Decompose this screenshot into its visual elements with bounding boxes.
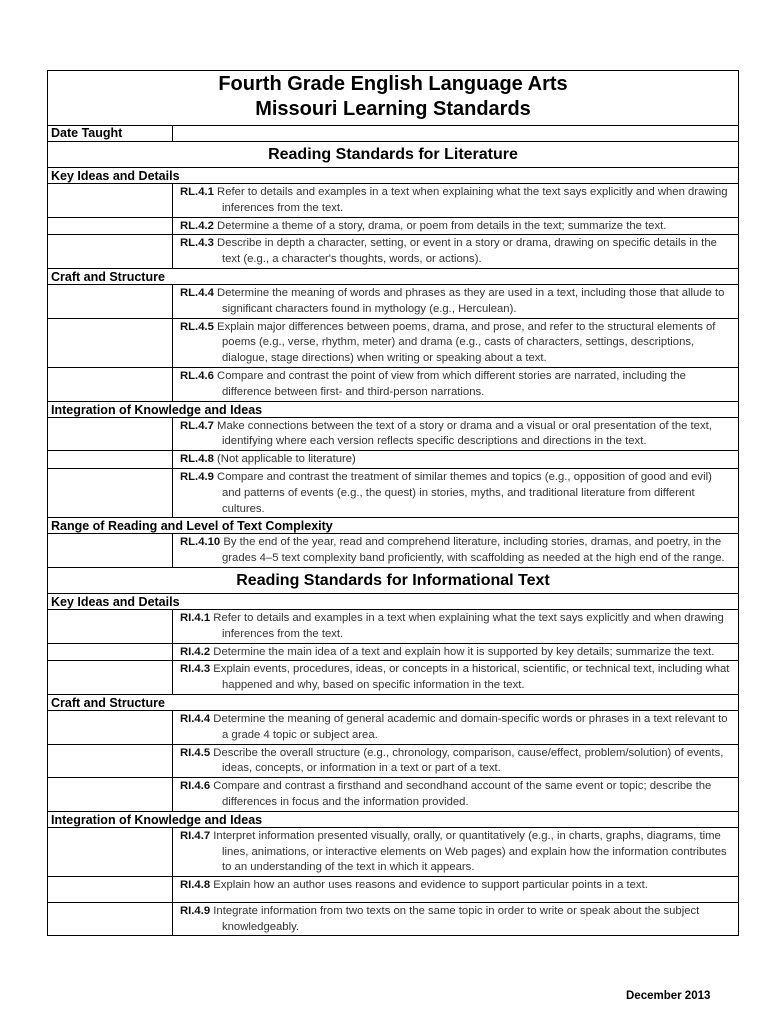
standard-code: RI.4.6 [180, 780, 211, 793]
standard-cell [173, 217, 739, 235]
standard-code: RL.4.4 [180, 286, 214, 299]
standard-row [48, 235, 739, 269]
standard-row [48, 318, 739, 367]
date-taught-cell[interactable] [48, 468, 173, 517]
standard-row [48, 417, 739, 451]
date-taught-cell[interactable] [48, 827, 173, 876]
standard-description: By the end of the year, read and comprehend literature, including stories, dramas, and poetry, in the grades 4–5 text complexity band proficiently, with scaffolding as needed at the high end of the range. [222, 536, 725, 565]
standard-code: RI.4.1 [180, 611, 211, 624]
standard-cell [173, 643, 739, 661]
date-taught-cell[interactable] [48, 534, 173, 568]
standard-cell [173, 367, 739, 401]
standard-row [48, 827, 739, 876]
standard-row [48, 778, 739, 812]
category-row [48, 168, 739, 184]
standard-description: Explain events, procedures, ideas, or concepts in a historical, scientific, or technical text, including what happened and why, based on specific information in the text. [213, 663, 730, 692]
standards-table [47, 70, 739, 936]
date-taught-value[interactable] [173, 126, 739, 142]
standard-text-block [180, 645, 732, 661]
standard-description: Refer to details and examples in a text when explaining what the text says explicitly and when drawing inferences from the text. [213, 611, 724, 640]
standard-text-block [180, 611, 732, 643]
standard-row [48, 744, 739, 778]
standard-text-block [180, 219, 732, 235]
standard-cell [173, 184, 739, 218]
standard-cell [173, 609, 739, 643]
standard-cell [173, 235, 739, 269]
standard-code: RL.4.6 [180, 369, 214, 382]
date-taught-cell[interactable] [48, 778, 173, 812]
date-taught-cell[interactable] [48, 643, 173, 661]
standard-text-block [180, 712, 732, 744]
standard-text-block [180, 746, 732, 778]
date-taught-cell[interactable] [48, 235, 173, 269]
date-taught-cell[interactable] [48, 877, 173, 903]
standard-text-block [180, 419, 732, 451]
standard-row [48, 468, 739, 517]
standard-cell [173, 468, 739, 517]
standard-description: Compare and contrast the point of view from which different stories are narrated, including the difference between first- and third-person narrations. [217, 369, 686, 398]
standard-row [48, 877, 739, 903]
standard-cell [173, 318, 739, 367]
standard-description: Make connections between the text of a story or drama and a visual or oral presentation of the text, identifying where each version reflects specific descriptions and directions in the text. [217, 419, 712, 448]
standard-row [48, 661, 739, 695]
date-taught-row [48, 126, 739, 142]
standard-row [48, 534, 739, 568]
standard-cell [173, 661, 739, 695]
section-row [48, 567, 739, 593]
standard-description: Integrate information from two texts on the same topic in order to write or speak about the subject knowledgeably. [213, 904, 700, 933]
standard-cell [173, 451, 739, 469]
standard-code: RI.4.3 [180, 663, 211, 676]
standard-text-block [180, 286, 732, 318]
section-heading: Reading Standards for Literature [48, 142, 739, 168]
standard-row [48, 284, 739, 318]
category-heading: Craft and Structure [48, 694, 739, 710]
category-heading: Range of Reading and Level of Text Complexity [48, 518, 739, 534]
standard-description: Compare and contrast the treatment of similar themes and topics (e.g., opposition of good and evil) and patterns of events (e.g., the quest) in stories, myths, and traditional literature from different cultures. [217, 470, 712, 515]
standard-text-block [180, 452, 732, 468]
standard-description: Interpret information presented visually, orally, or quantitatively (e.g., in charts, graphs, diagrams, time lines, animations, or interactive elements on Web pages) and explain how the information contributes to an understanding of the text in which it appears. [213, 829, 727, 874]
standard-row [48, 217, 739, 235]
date-taught-cell[interactable] [48, 184, 173, 218]
date-taught-label: Date Taught [48, 126, 173, 142]
standard-row [48, 902, 739, 936]
standard-code: RL.4.9 [180, 470, 214, 483]
standard-description: Describe in depth a character, setting, or event in a story or drama, drawing on specific details in the text (e.g., a character's thoughts, words, or actions). [217, 237, 717, 266]
date-taught-cell[interactable] [48, 902, 173, 936]
standard-text-block [180, 904, 732, 936]
standard-row [48, 184, 739, 218]
category-heading: Key Ideas and Details [48, 593, 739, 609]
date-taught-cell[interactable] [48, 609, 173, 643]
standard-cell [173, 534, 739, 568]
category-row [48, 401, 739, 417]
standard-text-block [180, 369, 732, 401]
standard-description: Explain major differences between poems, drama, and prose, and refer to the structural elements of poems (e.g., verse, rhythm, meter) and drama (e.g., casts of characters, settings, descriptions, dialogue, stage directions) when writing or speaking about a text. [217, 320, 716, 365]
standard-text-block [180, 662, 732, 694]
date-taught-cell[interactable] [48, 710, 173, 744]
standards-table-body [48, 71, 739, 936]
standard-cell [173, 877, 739, 903]
standard-cell [173, 778, 739, 812]
standard-cell [173, 284, 739, 318]
standard-code: RL.4.8 [180, 453, 214, 466]
standard-code: RL.4.10 [180, 536, 221, 549]
standard-text-block [180, 779, 732, 811]
category-row [48, 518, 739, 534]
standard-row [48, 367, 739, 401]
document-title [48, 71, 739, 126]
standard-text-block [180, 878, 732, 894]
standard-description: Compare and contrast a firsthand and secondhand account of the same event or topic; describe the differences in focus and the information provided. [213, 780, 712, 808]
footer-date: December 2013 [626, 990, 711, 1002]
date-taught-cell[interactable] [48, 744, 173, 778]
standard-description: (Not applicable to literature) [217, 453, 356, 466]
standard-text-block [180, 185, 732, 217]
title-line-2: Missouri Learning Standards [255, 98, 531, 120]
standard-text-block [180, 470, 732, 517]
title-row [48, 71, 739, 126]
standard-description: Describe the overall structure (e.g., chronology, comparison, cause/effect, problem/solution) of events, ideas, concepts, or information in a text or part of a text. [213, 746, 724, 775]
standard-row [48, 451, 739, 469]
date-taught-cell[interactable] [48, 417, 173, 451]
standard-text-block [180, 236, 732, 268]
standard-cell [173, 827, 739, 876]
standard-row [48, 609, 739, 643]
standard-description: Refer to details and examples in a text when explaining what the text says explicitly and when drawing inferences from the text. [217, 186, 728, 214]
standard-text-block [180, 320, 732, 367]
standard-code: RI.4.9 [180, 904, 211, 917]
section-heading: Reading Standards for Informational Text [48, 567, 739, 593]
category-heading: Integration of Knowledge and Ideas [48, 811, 739, 827]
title-line-1: Fourth Grade English Language Arts [218, 73, 568, 95]
date-taught-cell[interactable] [48, 284, 173, 318]
standard-code: RI.4.4 [180, 712, 211, 725]
standard-code: RI.4.5 [180, 746, 211, 759]
category-row [48, 811, 739, 827]
category-row [48, 593, 739, 609]
standard-description: Explain how an author uses reasons and evidence to support particular points in a text. [213, 879, 648, 892]
standard-code: RL.4.1 [180, 186, 214, 198]
standard-text-block [180, 829, 732, 876]
date-taught-cell[interactable] [48, 661, 173, 695]
standard-cell [173, 710, 739, 744]
date-taught-cell[interactable] [48, 451, 173, 469]
standard-row [48, 710, 739, 744]
standard-code: RI.4.7 [180, 829, 211, 842]
standard-code: RL.4.5 [180, 320, 214, 333]
date-taught-cell[interactable] [48, 217, 173, 235]
standard-code: RI.4.8 [180, 879, 211, 892]
category-heading: Craft and Structure [48, 268, 739, 284]
standard-code: RL.4.2 [180, 219, 214, 232]
standard-cell [173, 417, 739, 451]
standard-code: RI.4.2 [180, 645, 211, 658]
standard-cell [173, 744, 739, 778]
standard-description: Determine the meaning of words and phrases as they are used in a text, including those that allude to significant characters found in mythology (e.g., Herculean). [217, 286, 725, 315]
category-heading: Integration of Knowledge and Ideas [48, 401, 739, 417]
standard-row [48, 643, 739, 661]
category-row [48, 694, 739, 710]
category-row [48, 268, 739, 284]
standard-text-block [180, 535, 732, 567]
standard-description: Determine the meaning of general academic and domain-specific words or phrases in a text relevant to a grade 4 topic or subject area. [213, 712, 728, 741]
standard-code: RL.4.3 [180, 237, 214, 250]
standard-cell [173, 902, 739, 936]
date-taught-cell[interactable] [48, 367, 173, 401]
standard-code: RL.4.7 [180, 419, 214, 432]
date-taught-cell[interactable] [48, 318, 173, 367]
category-heading: Key Ideas and Details [48, 168, 739, 184]
standard-description: Determine a theme of a story, drama, or poem from details in the text; summarize the text. [217, 219, 667, 232]
standard-description: Determine the main idea of a text and explain how it is supported by key details; summarize the text. [213, 645, 715, 658]
section-row [48, 142, 739, 168]
